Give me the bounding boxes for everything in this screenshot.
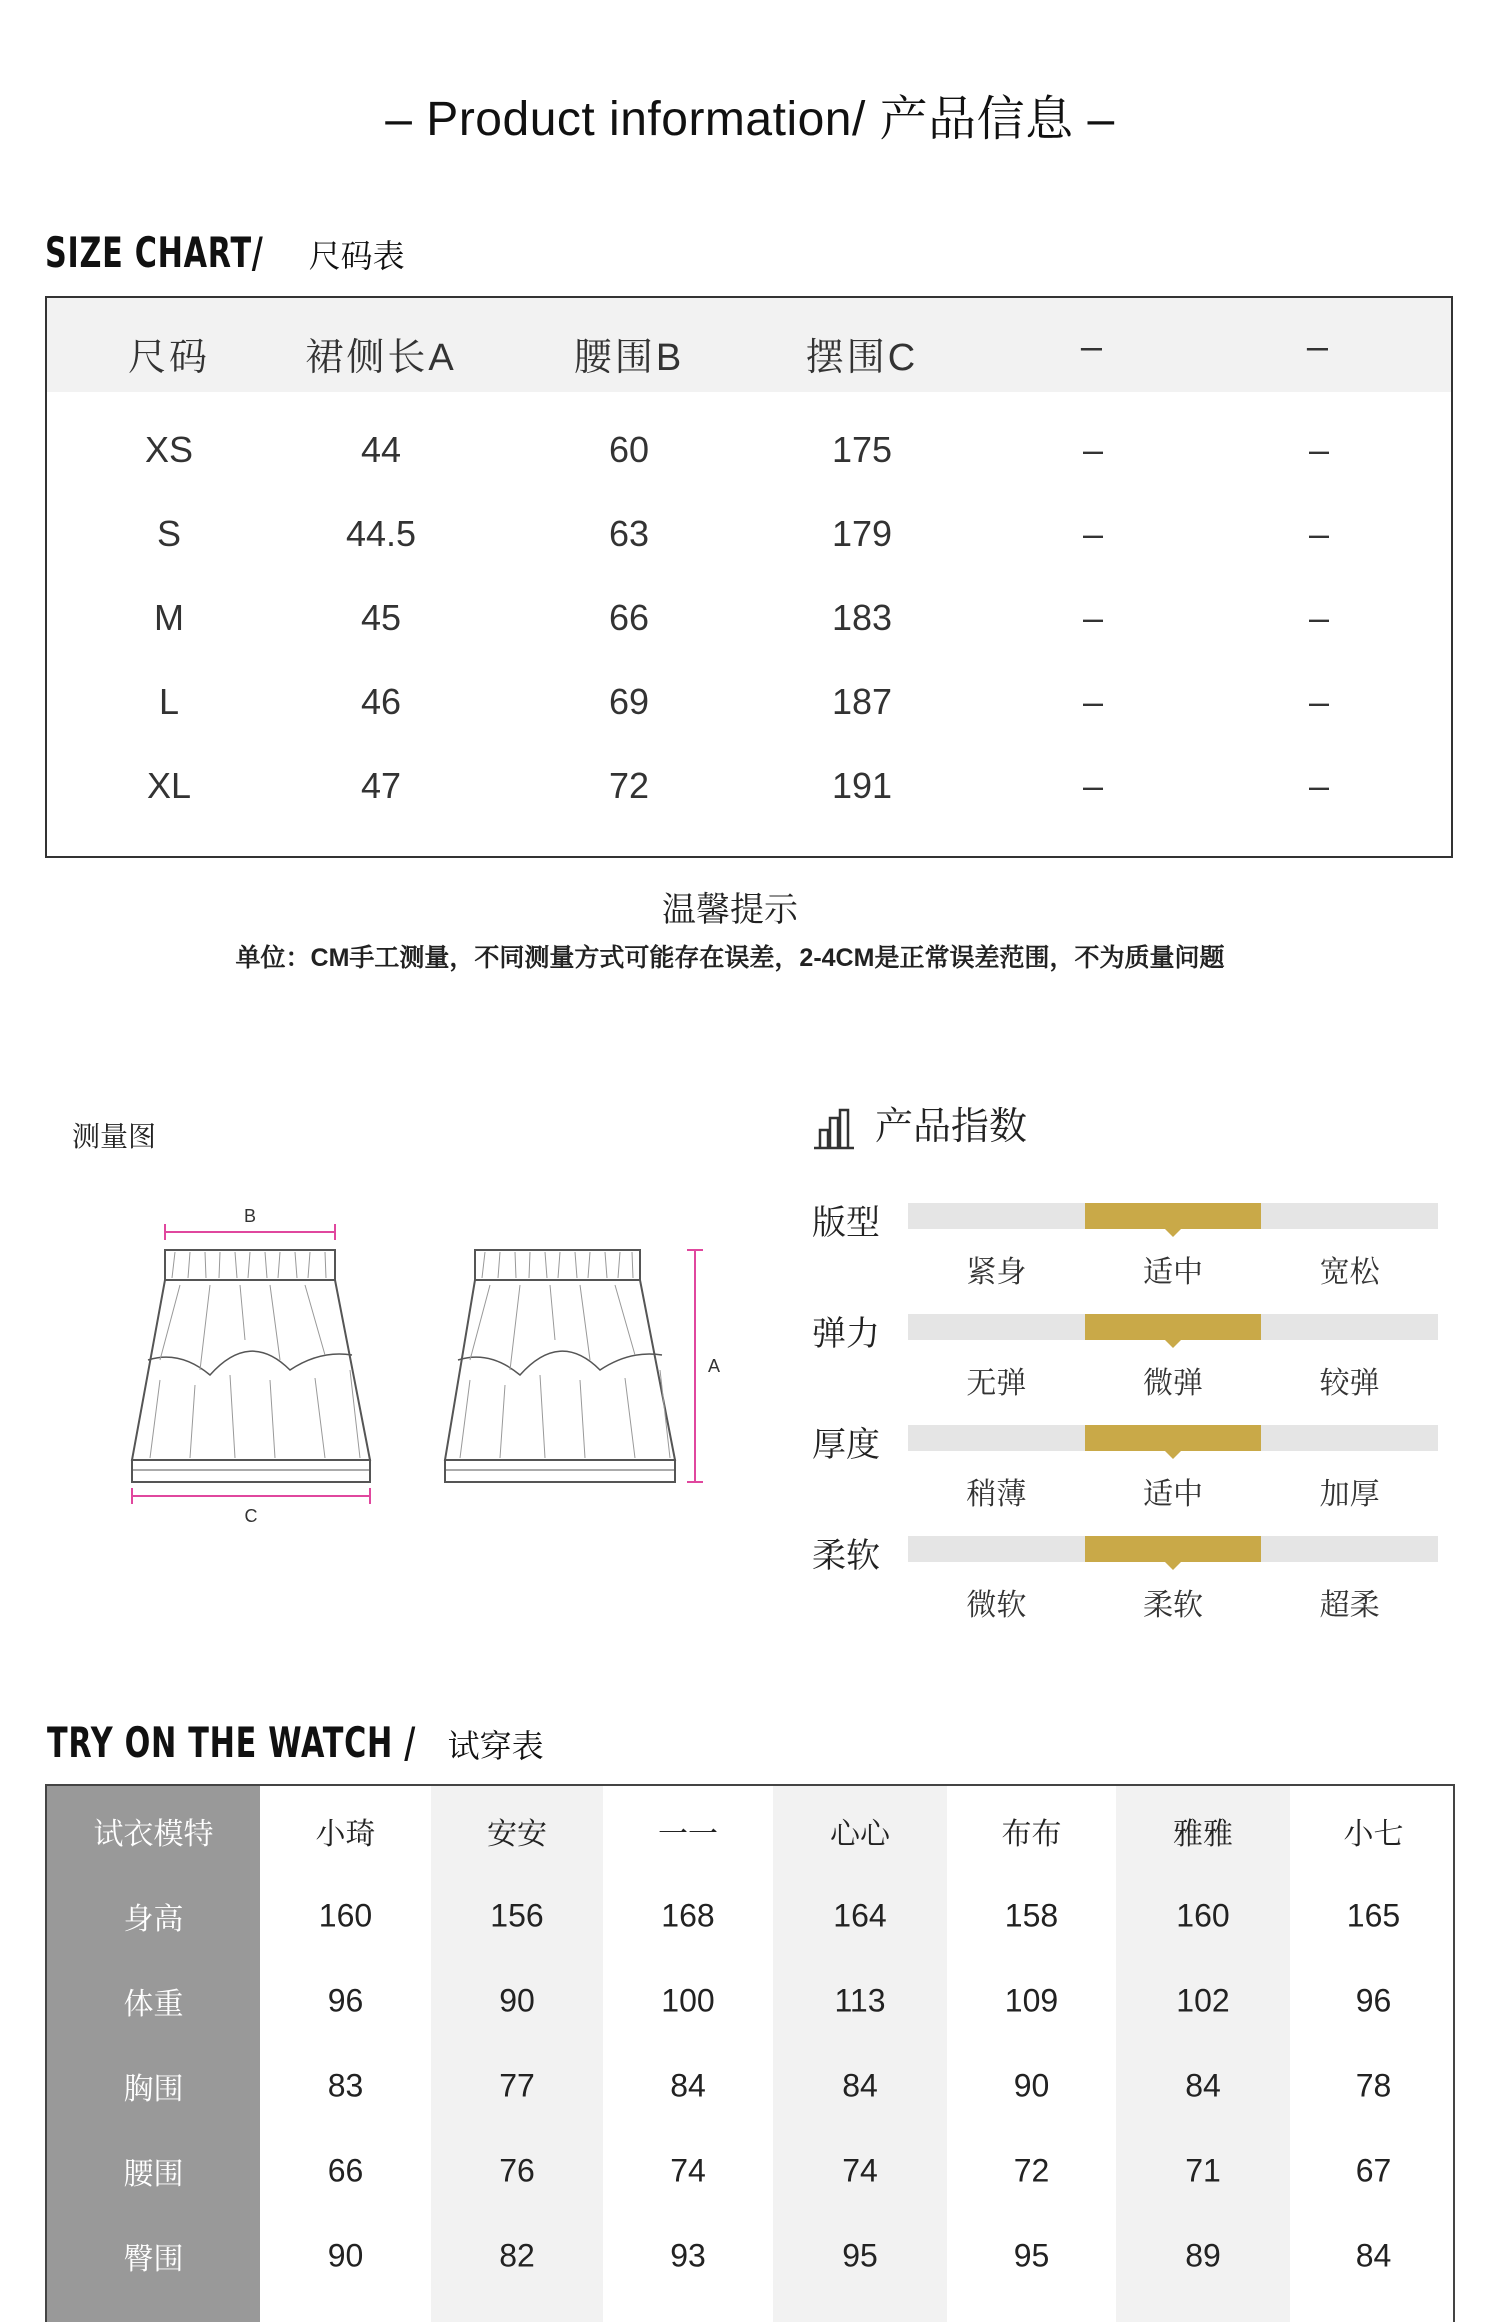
- try-on-model-column: [431, 1786, 603, 2322]
- size-chart-header-cell: 摆围C: [805, 337, 919, 379]
- product-index-pointer: [1165, 1340, 1181, 1348]
- try-on-model-column: [1290, 1786, 1455, 2322]
- try-on-cell: 96: [327, 1982, 364, 2019]
- try-on-cell: 90: [327, 2237, 364, 2274]
- try-on-model-name: 心心: [830, 1818, 890, 1851]
- product-index-bar: [908, 1425, 1438, 1451]
- try-on-cell: 109: [1004, 1982, 1059, 2019]
- measure-label-a: A: [708, 1356, 720, 1376]
- try-on-cell: 67: [1355, 2152, 1392, 2189]
- product-index-label: 版型: [812, 1204, 880, 1242]
- try-on-cell: 165: [1346, 1897, 1401, 1934]
- product-index-pointer: [1165, 1562, 1181, 1570]
- product-index-option: 微软: [966, 1589, 1027, 1622]
- size-chart-header-cell: 腰围B: [573, 337, 685, 379]
- try-on-cell: 156: [490, 1897, 544, 1934]
- try-on-model-column: [603, 1786, 773, 2322]
- try-on-cell: 82: [499, 2237, 535, 2274]
- size-chart-cell: 191: [831, 765, 893, 806]
- try-on-row-label: 腰围: [123, 2158, 184, 2191]
- try-on-model-column: [947, 1786, 1116, 2322]
- size-chart-heading-en: SIZE CHART/: [45, 228, 264, 277]
- try-on-model-column: [260, 1786, 431, 2322]
- size-chart-cell: –: [1082, 681, 1104, 722]
- try-on-cell: 113: [834, 1982, 886, 2019]
- size-chart-cell: 45: [360, 597, 402, 638]
- measure-diagram-label: 测量图: [72, 1121, 157, 1152]
- product-index-indicator: [1085, 1314, 1262, 1340]
- try-on-corner-label: 试衣模特: [93, 1818, 214, 1851]
- try-on-cell: 168: [661, 1897, 715, 1934]
- try-on-heading-cn: 试穿表: [447, 1727, 544, 1765]
- size-chart-cell: 69: [608, 681, 650, 722]
- size-chart-heading: [45, 228, 405, 277]
- size-chart-cell: –: [1082, 429, 1104, 470]
- try-on-cell: 95: [1013, 2237, 1050, 2274]
- size-chart-header-cell: –: [1306, 326, 1332, 368]
- try-on-cell: 102: [1176, 1982, 1230, 2019]
- bar-chart-icon: [812, 1108, 856, 1150]
- product-index-option: 无弹: [966, 1367, 1027, 1400]
- try-on-cell: 89: [1185, 2237, 1221, 2274]
- product-index-option: 宽松: [1319, 1256, 1380, 1289]
- try-on-cell: 74: [842, 2152, 878, 2189]
- product-index-option: 加厚: [1319, 1478, 1380, 1511]
- try-on-cell: 93: [670, 2237, 706, 2274]
- try-on-cell: 100: [661, 1982, 715, 2019]
- try-on-heading-en: TRY ON THE WATCH /: [47, 1718, 417, 1767]
- size-chart-cell: 187: [831, 681, 893, 722]
- measure-lines: [132, 1224, 703, 1504]
- product-index-pointer: [1165, 1451, 1181, 1459]
- try-on-cell: 71: [1185, 2152, 1221, 2189]
- product-index-option: 适中: [1143, 1256, 1203, 1289]
- product-index-title: 产品指数: [875, 1106, 1028, 1148]
- try-on-cell: 72: [1013, 2152, 1050, 2189]
- measure-diagram: [120, 1200, 720, 1540]
- try-on-cell: 96: [1355, 1982, 1392, 2019]
- size-chart-cell: 183: [831, 597, 893, 638]
- size-chart-cell: XS: [144, 429, 194, 470]
- size-chart-cell: 66: [608, 597, 650, 638]
- try-on-cell: 78: [1355, 2067, 1392, 2104]
- product-index-indicator: [1085, 1203, 1262, 1229]
- size-chart-cell: 60: [608, 429, 650, 470]
- size-chart-cell: 47: [360, 765, 402, 806]
- try-on-heading: [47, 1718, 544, 1767]
- product-index-option: 微弹: [1143, 1367, 1203, 1400]
- page-title: – Product information/ 产品信息 –: [385, 93, 1115, 146]
- size-chart-cell: –: [1082, 765, 1104, 806]
- try-on-model-column: [773, 1786, 947, 2322]
- try-on-model-name: 小琦: [315, 1818, 376, 1851]
- try-on-model-name: 一一: [658, 1818, 718, 1851]
- tip-text: 单位：CM手工测量，不同测量方式可能存在误差，2-4CM是正常误差范围，不为质量问题: [235, 944, 1225, 972]
- product-index-option: 紧身: [966, 1256, 1027, 1289]
- size-chart-cell: –: [1082, 513, 1104, 554]
- product-index-option: 较弹: [1319, 1367, 1380, 1400]
- size-chart-cell: S: [156, 513, 182, 554]
- size-chart-cell: XL: [146, 765, 192, 806]
- product-index-option: 适中: [1143, 1478, 1203, 1511]
- measure-label-c: C: [244, 1506, 258, 1526]
- product-index-indicator: [1085, 1536, 1262, 1562]
- size-chart-cell: 175: [831, 429, 893, 470]
- size-chart-cell: 46: [360, 681, 402, 722]
- size-chart-cell: 72: [608, 765, 650, 806]
- try-on-row-label: 臀围: [123, 2243, 184, 2276]
- size-chart-heading-cn: 尺码表: [308, 237, 405, 275]
- try-on-row-label: 胸围: [123, 2073, 184, 2106]
- try-on-cell: 84: [1355, 2237, 1392, 2274]
- size-chart-cell: –: [1308, 597, 1330, 638]
- product-index-indicator: [1085, 1425, 1262, 1451]
- try-on-cell: 90: [1013, 2067, 1050, 2104]
- size-chart-cell: –: [1082, 597, 1104, 638]
- size-chart-table: [45, 296, 1453, 858]
- tip-title: 温馨提示: [662, 891, 798, 929]
- skirt-front-illustration: [132, 1250, 370, 1482]
- size-chart-cell: 44.5: [345, 513, 417, 554]
- try-on-cell: 74: [670, 2152, 706, 2189]
- try-on-cell: 84: [842, 2067, 878, 2104]
- product-index-label: 厚度: [812, 1426, 880, 1464]
- product-index-bar: [908, 1314, 1438, 1340]
- product-index-bar: [908, 1536, 1438, 1562]
- size-chart-cell: –: [1308, 765, 1330, 806]
- try-on-cell: 95: [842, 2237, 878, 2274]
- size-chart-header-cell: 裙侧长A: [305, 337, 457, 379]
- size-chart-cell: –: [1308, 429, 1330, 470]
- size-chart-cell: 179: [831, 513, 893, 554]
- product-index-bar: [908, 1203, 1438, 1229]
- try-on-model-name: 布布: [1001, 1818, 1062, 1851]
- try-on-table: [45, 1784, 1455, 2322]
- try-on-cell: 158: [1004, 1897, 1059, 1934]
- size-chart-cell: –: [1308, 513, 1330, 554]
- size-chart-cell: M: [154, 597, 184, 638]
- try-on-model-name: 小七: [1343, 1818, 1404, 1851]
- skirt-side-illustration: [445, 1250, 675, 1482]
- product-index-pointer: [1165, 1229, 1181, 1237]
- size-chart-cell: –: [1308, 681, 1330, 722]
- try-on-cell: 164: [833, 1897, 887, 1934]
- size-chart-header-cell: 尺码: [127, 337, 211, 379]
- try-on-cell: 76: [499, 2152, 535, 2189]
- try-on-row-label: 体重: [123, 1988, 184, 2021]
- size-chart-cell: 44: [360, 429, 402, 470]
- try-on-row-label: 身高: [123, 1903, 184, 1936]
- try-on-model-name: 雅雅: [1173, 1818, 1233, 1851]
- try-on-model-column: [1116, 1786, 1290, 2322]
- try-on-cell: 90: [499, 1982, 535, 2019]
- try-on-model-name: 安安: [487, 1818, 547, 1851]
- try-on-cell: 83: [327, 2067, 364, 2104]
- size-chart-cell: 63: [608, 513, 650, 554]
- try-on-cell: 84: [670, 2067, 706, 2104]
- try-on-cell: 66: [327, 2152, 364, 2189]
- size-chart-cell: L: [158, 681, 180, 722]
- try-on-label-column: [47, 1786, 260, 2322]
- size-chart-header-row: [47, 298, 1451, 392]
- product-index-label: 柔软: [812, 1537, 880, 1575]
- measure-label-b: B: [243, 1206, 257, 1226]
- try-on-cell: 160: [318, 1897, 373, 1934]
- product-index-option: 柔软: [1143, 1589, 1203, 1622]
- product-index-option: 稍薄: [966, 1478, 1027, 1511]
- product-index-option: 超柔: [1319, 1589, 1380, 1622]
- try-on-cell: 160: [1176, 1897, 1230, 1934]
- product-index-label: 弹力: [812, 1315, 880, 1353]
- size-chart-header-cell: –: [1080, 326, 1106, 368]
- try-on-cell: 84: [1185, 2067, 1221, 2104]
- try-on-cell: 77: [499, 2067, 535, 2104]
